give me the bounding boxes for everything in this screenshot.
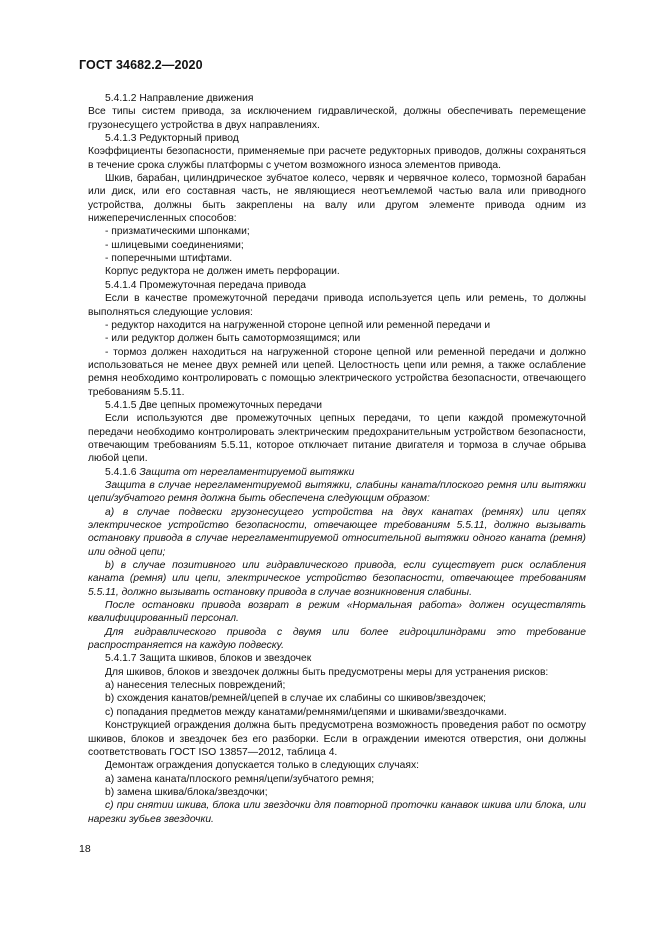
paragraph-text: 5.4.1.4 Промежуточная передача привода xyxy=(105,279,306,291)
paragraph xyxy=(88,599,586,626)
paragraph xyxy=(88,412,586,465)
paragraph-text: a) в случае подвески грузонесущего устройства на двух канатах (ремнях) или цепях электрическое устройство безопасности, отвечающее требованиям 5.5.11, должно вызывать остановку привода в случае нерегламентируемой относительной вытяжки одного каната (ремня) или одной цепи; xyxy=(88,506,586,558)
paragraph xyxy=(88,719,586,759)
paragraph-text: 5.4.1.5 Две цепных промежуточных передачи xyxy=(105,399,323,411)
paragraph-text: - редуктор находится на нагруженной стороне цепной или ременной передачи и xyxy=(105,319,491,331)
paragraph-text: c) попадания предметов между канатами/ремнями/цепями и шкивами/звездочками. xyxy=(105,706,507,718)
paragraph-text: b) в случае позитивного или гидравлического привода, если существует риск ослабления каната (ремня) или цепи, электрическое устройство безопасности, отвечающее требованиям 5.5.11, должно вызывать остановку привода в случае возникновения слабины. xyxy=(88,560,586,598)
paragraph xyxy=(88,319,586,332)
paragraph-text: Для гидравлического привода с двумя или более гидроцилиндрами это требование распространяется на каждую подвеску. xyxy=(88,626,586,652)
paragraph xyxy=(88,239,586,252)
paragraph xyxy=(88,145,586,172)
paragraph xyxy=(88,626,586,653)
paragraph-italic-title: Защита от нерегламентируемой вытяжки xyxy=(139,466,355,478)
paragraph xyxy=(88,172,586,225)
paragraph xyxy=(88,105,586,132)
paragraph-text: Защита в случае нерегламентируемой вытяжки, слабины каната/плоского ремня или вытяжки цепи/зубчатого ремня должна быть обеспечена следующим образом: xyxy=(88,479,586,505)
paragraph xyxy=(88,132,586,145)
paragraph-text: c) при снятии шкива, блока или звездочки для повторной проточки канавок шкива или блока, или нарезки зубьев звездочки. xyxy=(88,800,586,825)
paragraph-text: 5.4.1.3 Редукторный привод xyxy=(105,133,239,145)
paragraph xyxy=(88,799,586,826)
paragraph xyxy=(88,679,586,692)
paragraph xyxy=(88,292,586,319)
paragraph-text: - тормоз должен находиться на нагруженной стороне цепной или ременной передачи и должно использоваться не менее двух ремней или цепей. Целостность цепи или ремня, а также ослабление ремня необходимо контролировать с помощью электрического устройства безопасности, отвечающего требованиям 5.5.11. xyxy=(88,346,586,398)
paragraph-text: 5.4.1.7 Защита шкивов, блоков и звездочек xyxy=(105,653,312,665)
paragraph-text: - призматическими шпонками; xyxy=(105,226,250,238)
paragraph xyxy=(88,666,586,679)
paragraph-text: 5.4.1.6 xyxy=(105,466,140,478)
paragraph-text: - поперечными штифтами. xyxy=(105,253,233,265)
paragraph-text: Шкив, барабан, цилиндрическое зубчатое колесо, червяк и червячное колесо, тормозной барабан или диск, или его составная часть, не являющиеся неотъемлемой частью вала или приводного устройства, должны быть закреплены на валу или другом элементе привода одним из нижеперечисленных способов: xyxy=(88,173,586,225)
paragraph-text: Для шкивов, блоков и звездочек должны быть предусмотрены меры для устранения рисков: xyxy=(105,666,549,678)
paragraph-text: b) замена шкива/блока/звездочки; xyxy=(105,786,268,798)
paragraph-text: b) схождения канатов/ремней/цепей в случае их слабины со шкивов/звездочек; xyxy=(105,693,486,705)
document-header: ГОСТ 34682.2—2020 xyxy=(79,58,203,72)
paragraph-text: Если в качестве промежуточной передачи привода используется цепь или ремень, то должны выполняться следующие условия: xyxy=(88,293,586,318)
paragraph-text: a) замена каната/плоского ремня/цепи/зубчатого ремня; xyxy=(105,773,375,785)
paragraph-text: - или редуктор должен быть самотормозящимся; или xyxy=(105,333,361,345)
paragraph xyxy=(88,692,586,705)
paragraph xyxy=(88,506,586,559)
paragraph xyxy=(88,786,586,799)
paragraph xyxy=(88,92,586,105)
paragraph xyxy=(88,265,586,278)
paragraph xyxy=(88,225,586,238)
paragraph-text: Демонтаж ограждения допускается только в следующих случаях: xyxy=(105,760,419,772)
page-number: 18 xyxy=(79,843,91,855)
paragraph-text: Если используются две промежуточных цепных передачи, то цепи каждой промежуточной передачи необходимо контролировать электрическим предохранительным устройством безопасности, отвечающим требованиям 5.5.11, которое отключает питание двигателя и тормоза в случае обрыва любой цепи. xyxy=(88,413,586,465)
paragraph-text: Корпус редуктора не должен иметь перфорации. xyxy=(105,266,340,278)
paragraph xyxy=(88,332,586,345)
paragraph xyxy=(88,479,586,506)
paragraph-text: Все типы систем привода, за исключением гидравлической, должны обеспечивать перемещение грузонесущего устройства в двух направлениях. xyxy=(88,106,586,131)
paragraph-text: После остановки привода возврат в режим «Нормальная работа» должен осуществлять квалифицированный персонал. xyxy=(88,600,586,625)
document-body xyxy=(88,92,586,826)
paragraph xyxy=(88,652,586,665)
paragraph-text: a) нанесения телесных повреждений; xyxy=(105,680,286,692)
paragraph-text: 5.4.1.2 Направление движения xyxy=(105,93,254,104)
paragraph-text: Коэффициенты безопасности, применяемые при расчете редукторных приводов, должны сохраняться в течение срока службы платформы с учетом возможного износа элементов привода. xyxy=(88,146,586,171)
paragraph xyxy=(88,252,586,265)
paragraph xyxy=(88,706,586,719)
paragraph xyxy=(88,773,586,786)
paragraph-text: Конструкцией ограждения должна быть предусмотрена возможность проведения работ по осмотру шкивов, блоков и звездочек без его разборки. Если в ограждении имеются отверстия, они должны соответствовать ГОСТ ISO 13857—2012, таблица 4. xyxy=(88,720,586,758)
paragraph-text: - шлицевыми соединениями; xyxy=(105,239,244,251)
paragraph xyxy=(88,559,586,599)
paragraph xyxy=(88,759,586,772)
paragraph xyxy=(88,399,586,412)
paragraph xyxy=(88,466,586,479)
paragraph xyxy=(88,279,586,292)
paragraph xyxy=(88,346,586,399)
